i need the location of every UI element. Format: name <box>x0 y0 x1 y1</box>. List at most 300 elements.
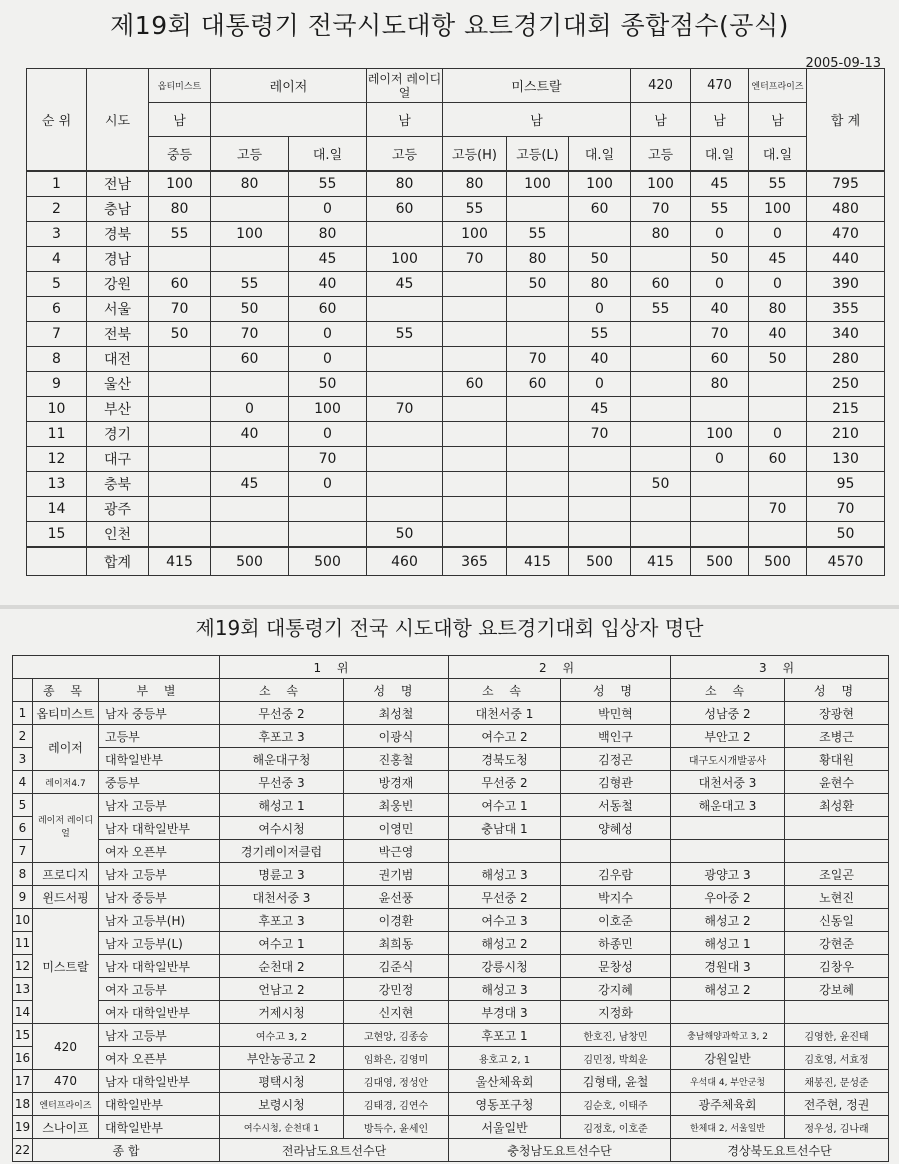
score-cell: 50 <box>149 322 211 347</box>
score-cell <box>443 347 507 372</box>
score-cell <box>631 422 691 447</box>
rank-cell: 13 <box>27 472 87 497</box>
affiliation-cell: 무선중 2 <box>220 702 344 725</box>
division-cell: 남자 대학일반부 <box>99 1070 220 1093</box>
score-table-title: 제19회 대통령기 전국시도대항 요트경기대회 종합점수(공식) <box>110 11 789 40</box>
affiliation-cell: 여수고 3 <box>449 909 561 932</box>
winner-row <box>13 863 889 886</box>
event-cell: 윈드서핑 <box>33 886 99 909</box>
name-cell: 조병근 <box>785 725 889 748</box>
score-cell: 55 <box>631 297 691 322</box>
affiliation-cell: 해성고 1 <box>671 932 785 955</box>
score-cell <box>691 522 749 548</box>
name-cell: 지정화 <box>561 1001 671 1024</box>
row-number: 10 <box>13 909 33 932</box>
score-cell: 0 <box>289 472 367 497</box>
header-division: 고등(H) <box>443 137 507 172</box>
score-cell <box>211 447 289 472</box>
affiliation-cell: 부안고 2 <box>671 725 785 748</box>
affiliation-cell: 성남중 2 <box>671 702 785 725</box>
winners-header-affiliation: 소 속 <box>220 679 344 702</box>
score-cell <box>507 447 569 472</box>
name-cell: 서동철 <box>561 794 671 817</box>
totals-row <box>27 547 885 576</box>
winner-row <box>13 978 889 1001</box>
score-cell: 60 <box>443 372 507 397</box>
division-cell: 대학일반부 <box>99 1116 220 1139</box>
division-cell: 고등부 <box>99 725 220 748</box>
affiliation-cell: 해성고 1 <box>220 794 344 817</box>
name-cell: 박민혁 <box>561 702 671 725</box>
score-cell <box>149 522 211 548</box>
score-cell <box>507 522 569 548</box>
affiliation-cell: 부안농공고 2 <box>220 1047 344 1070</box>
name-cell: 김창우 <box>785 955 889 978</box>
score-cell <box>149 422 211 447</box>
score-row <box>27 297 885 322</box>
score-cell: 60 <box>631 272 691 297</box>
score-cell: 80 <box>149 197 211 222</box>
region-cell: 경남 <box>87 247 149 272</box>
score-cell <box>631 247 691 272</box>
score-cell: 70 <box>749 497 807 522</box>
division-cell: 남자 중등부 <box>99 702 220 725</box>
score-cell: 55 <box>289 171 367 197</box>
score-cell: 80 <box>367 171 443 197</box>
affiliation-cell: 후포고 1 <box>449 1024 561 1047</box>
score-row <box>27 472 885 497</box>
winners-header-place3: 3 위 <box>671 656 889 679</box>
score-cell: 70 <box>367 397 443 422</box>
winner-row <box>13 955 889 978</box>
total-cell: 390 <box>807 272 885 297</box>
score-cell <box>443 522 507 548</box>
score-cell <box>443 447 507 472</box>
total-cell: 50 <box>807 522 885 548</box>
score-cell <box>507 497 569 522</box>
name-cell: 김영한, 윤진태 <box>785 1024 889 1047</box>
winners-header-affiliation: 소 속 <box>671 679 785 702</box>
rank-cell: 15 <box>27 522 87 548</box>
region-cell: 경기 <box>87 422 149 447</box>
score-cell: 100 <box>569 171 631 197</box>
score-cell: 0 <box>749 222 807 247</box>
region-cell: 서울 <box>87 297 149 322</box>
score-cell: 70 <box>211 322 289 347</box>
name-cell: 김순호, 이태주 <box>561 1093 671 1116</box>
name-cell: 문창성 <box>561 955 671 978</box>
row-number: 22 <box>13 1139 33 1162</box>
header-class-mistral: 미스트랄 <box>443 69 631 103</box>
score-cell: 50 <box>289 372 367 397</box>
division-cell: 남자 고등부 <box>99 863 220 886</box>
row-number: 8 <box>13 863 33 886</box>
winner-row <box>13 932 889 955</box>
affiliation-cell: 경북도청 <box>449 748 561 771</box>
name-cell: 양혜성 <box>561 817 671 840</box>
score-row <box>27 497 885 522</box>
affiliation-cell: 평택시청 <box>220 1070 344 1093</box>
name-cell: 이경환 <box>344 909 449 932</box>
name-cell: 김호영, 서효정 <box>785 1047 889 1070</box>
overall-first: 전라남도요트선수단 <box>220 1139 449 1162</box>
rank-cell: 3 <box>27 222 87 247</box>
score-cell: 70 <box>691 322 749 347</box>
score-cell <box>367 297 443 322</box>
score-cell: 60 <box>507 372 569 397</box>
score-cell: 60 <box>367 197 443 222</box>
header-total: 합 계 <box>807 69 885 172</box>
affiliation-cell <box>671 1001 785 1024</box>
name-cell: 김준식 <box>344 955 449 978</box>
header-class-470: 470 <box>691 69 749 103</box>
score-cell: 100 <box>149 171 211 197</box>
name-cell: 강보혜 <box>785 978 889 1001</box>
winner-row <box>13 1070 889 1093</box>
header-division: 고등 <box>631 137 691 172</box>
score-row <box>27 222 885 247</box>
score-cell: 45 <box>367 272 443 297</box>
winners-header-no <box>13 679 33 702</box>
total-cell: 280 <box>807 347 885 372</box>
name-cell: 전주현, 정권 <box>785 1093 889 1116</box>
total-cell: 480 <box>807 197 885 222</box>
score-cell: 55 <box>149 222 211 247</box>
column-total-cell: 460 <box>367 547 443 576</box>
affiliation-cell: 경원대 3 <box>671 955 785 978</box>
division-cell: 남자 중등부 <box>99 886 220 909</box>
name-cell: 김형관 <box>561 771 671 794</box>
affiliation-cell: 대구도시개발공사 <box>671 748 785 771</box>
name-cell: 황대원 <box>785 748 889 771</box>
name-cell <box>561 840 671 863</box>
header-division: 중등 <box>149 137 211 172</box>
score-cell <box>367 472 443 497</box>
overall-second: 충청남도요트선수단 <box>449 1139 671 1162</box>
event-cell: 프로디지 <box>33 863 99 886</box>
affiliation-cell: 충남해양과학고 3, 2 <box>671 1024 785 1047</box>
rank-cell: 9 <box>27 372 87 397</box>
affiliation-cell: 여수시청, 순천대 1 <box>220 1116 344 1139</box>
name-cell: 신지현 <box>344 1001 449 1024</box>
total-cell: 215 <box>807 397 885 422</box>
score-row <box>27 171 885 197</box>
score-cell <box>691 397 749 422</box>
total-cell: 250 <box>807 372 885 397</box>
winners-header-place1: 1 위 <box>220 656 449 679</box>
score-cell <box>507 297 569 322</box>
score-cell <box>367 372 443 397</box>
score-cell: 50 <box>691 247 749 272</box>
rank-cell: 6 <box>27 297 87 322</box>
division-cell: 남자 대학일반부 <box>99 817 220 840</box>
score-cell <box>149 497 211 522</box>
header-region: 시도 <box>87 69 149 172</box>
affiliation-cell: 언남고 2 <box>220 978 344 1001</box>
score-row <box>27 372 885 397</box>
score-cell <box>507 322 569 347</box>
header-division: 고등 <box>367 137 443 172</box>
score-cell <box>443 397 507 422</box>
winners-header-event: 종 목 <box>33 679 99 702</box>
name-cell: 이호준 <box>561 909 671 932</box>
header-gender: 남 <box>443 103 631 137</box>
score-cell <box>631 347 691 372</box>
affiliation-cell: 여수시청 <box>220 817 344 840</box>
score-cell: 55 <box>211 272 289 297</box>
rank-cell: 10 <box>27 397 87 422</box>
header-division: 대.일 <box>749 137 807 172</box>
region-cell: 전남 <box>87 171 149 197</box>
score-cell: 50 <box>211 297 289 322</box>
score-cell <box>631 447 691 472</box>
total-cell: 70 <box>807 497 885 522</box>
score-cell <box>507 197 569 222</box>
rank-cell: 8 <box>27 347 87 372</box>
score-cell <box>211 372 289 397</box>
score-row <box>27 247 885 272</box>
row-number: 15 <box>13 1024 33 1047</box>
name-cell: 강현준 <box>785 932 889 955</box>
name-cell: 윤선풍 <box>344 886 449 909</box>
affiliation-cell: 대천서중 1 <box>449 702 561 725</box>
rank-cell: 5 <box>27 272 87 297</box>
score-cell <box>367 422 443 447</box>
region-cell: 충남 <box>87 197 149 222</box>
score-cell <box>631 322 691 347</box>
name-cell: 최성환 <box>785 794 889 817</box>
total-cell: 130 <box>807 447 885 472</box>
name-cell: 강민정 <box>344 978 449 1001</box>
score-cell: 45 <box>691 171 749 197</box>
name-cell: 방득수, 윤세인 <box>344 1116 449 1139</box>
score-cell <box>367 447 443 472</box>
name-cell: 권기범 <box>344 863 449 886</box>
region-cell: 부산 <box>87 397 149 422</box>
name-cell: 하종민 <box>561 932 671 955</box>
row-number: 6 <box>13 817 33 840</box>
score-cell: 60 <box>289 297 367 322</box>
affiliation-cell: 울산체육회 <box>449 1070 561 1093</box>
score-cell <box>507 397 569 422</box>
header-class-enterprise: 엔터프라이즈 <box>749 69 807 103</box>
affiliation-cell: 해성고 2 <box>671 909 785 932</box>
score-cell <box>149 347 211 372</box>
division-cell: 여자 오픈부 <box>99 1047 220 1070</box>
score-cell <box>749 397 807 422</box>
name-cell: 신동일 <box>785 909 889 932</box>
score-cell <box>507 422 569 447</box>
row-number: 17 <box>13 1070 33 1093</box>
score-cell: 55 <box>443 197 507 222</box>
affiliation-cell: 부경대 3 <box>449 1001 561 1024</box>
score-cell <box>367 347 443 372</box>
score-row <box>27 197 885 222</box>
score-cell <box>569 522 631 548</box>
column-total-cell: 415 <box>507 547 569 576</box>
name-cell <box>785 817 889 840</box>
score-cell: 80 <box>211 171 289 197</box>
affiliation-cell: 후포고 3 <box>220 725 344 748</box>
row-number: 11 <box>13 932 33 955</box>
total-cell: 795 <box>807 171 885 197</box>
score-cell: 70 <box>149 297 211 322</box>
score-cell: 45 <box>211 472 289 497</box>
winners-header-place2: 2 위 <box>449 656 671 679</box>
score-cell: 45 <box>749 247 807 272</box>
name-cell: 김형태, 윤철 <box>561 1070 671 1093</box>
header-gender: 남 <box>367 103 443 137</box>
name-cell: 고현앙, 김종승 <box>344 1024 449 1047</box>
rank-cell: 7 <box>27 322 87 347</box>
name-cell: 노현진 <box>785 886 889 909</box>
score-cell: 60 <box>149 272 211 297</box>
affiliation-cell: 해운대고 3 <box>671 794 785 817</box>
score-cell: 60 <box>749 447 807 472</box>
header-class-laser-radial: 레이저 레이디얼 <box>367 69 443 103</box>
score-cell: 80 <box>569 272 631 297</box>
name-cell: 김민정, 박희운 <box>561 1047 671 1070</box>
affiliation-cell: 해성고 2 <box>449 932 561 955</box>
score-cell: 0 <box>289 422 367 447</box>
score-cell <box>507 472 569 497</box>
score-cell: 40 <box>289 272 367 297</box>
score-cell <box>149 472 211 497</box>
score-cell <box>569 447 631 472</box>
score-cell <box>211 247 289 272</box>
region-cell: 대구 <box>87 447 149 472</box>
score-cell <box>289 497 367 522</box>
affiliation-cell <box>671 840 785 863</box>
affiliation-cell: 광양고 3 <box>671 863 785 886</box>
region-cell: 전북 <box>87 322 149 347</box>
name-cell: 이영민 <box>344 817 449 840</box>
winners-header-blank <box>13 656 220 679</box>
column-total-cell: 415 <box>631 547 691 576</box>
winner-row <box>13 794 889 817</box>
name-cell: 최성철 <box>344 702 449 725</box>
affiliation-cell: 여수고 1 <box>220 932 344 955</box>
name-cell: 김태경, 김연수 <box>344 1093 449 1116</box>
region-cell: 대전 <box>87 347 149 372</box>
total-cell: 440 <box>807 247 885 272</box>
row-number: 7 <box>13 840 33 863</box>
totals-label: 합계 <box>87 547 149 576</box>
header-gender: 남 <box>749 103 807 137</box>
division-cell: 여자 오픈부 <box>99 840 220 863</box>
score-cell: 55 <box>367 322 443 347</box>
affiliation-cell: 서울일반 <box>449 1116 561 1139</box>
division-cell: 여자 대학일반부 <box>99 1001 220 1024</box>
name-cell: 한호진, 남창민 <box>561 1024 671 1047</box>
affiliation-cell <box>449 840 561 863</box>
row-number: 9 <box>13 886 33 909</box>
name-cell: 방경재 <box>344 771 449 794</box>
winner-row <box>13 748 889 771</box>
total-cell: 340 <box>807 322 885 347</box>
division-cell: 남자 고등부(H) <box>99 909 220 932</box>
affiliation-cell: 보령시청 <box>220 1093 344 1116</box>
score-cell <box>211 522 289 548</box>
score-cell: 40 <box>691 297 749 322</box>
winners-header-name: 성 명 <box>561 679 671 702</box>
name-cell: 조일곤 <box>785 863 889 886</box>
column-total-cell: 415 <box>149 547 211 576</box>
score-cell: 40 <box>569 347 631 372</box>
row-number: 18 <box>13 1093 33 1116</box>
name-cell: 강지혜 <box>561 978 671 1001</box>
row-number: 14 <box>13 1001 33 1024</box>
header-division: 고등 <box>211 137 289 172</box>
affiliation-cell: 해운대구청 <box>220 748 344 771</box>
affiliation-cell: 무선중 3 <box>220 771 344 794</box>
score-cell: 100 <box>289 397 367 422</box>
affiliation-cell: 경기레이저클럽 <box>220 840 344 863</box>
name-cell: 정우성, 김나래 <box>785 1116 889 1139</box>
score-cell <box>367 222 443 247</box>
region-cell: 충북 <box>87 472 149 497</box>
score-cell: 0 <box>289 347 367 372</box>
region-cell: 광주 <box>87 497 149 522</box>
score-cell: 80 <box>631 222 691 247</box>
page-divider <box>0 605 899 609</box>
score-cell: 55 <box>507 222 569 247</box>
score-cell: 55 <box>749 171 807 197</box>
score-cell: 100 <box>631 171 691 197</box>
score-row <box>27 447 885 472</box>
division-cell: 대학일반부 <box>99 1093 220 1116</box>
header-class-420: 420 <box>631 69 691 103</box>
header-gender: 남 <box>691 103 749 137</box>
division-cell: 대학일반부 <box>99 748 220 771</box>
score-cell: 80 <box>691 372 749 397</box>
header-rank: 순 위 <box>27 69 87 172</box>
score-row <box>27 522 885 548</box>
winner-row <box>13 771 889 794</box>
document-date: 2005-09-13 <box>805 56 881 71</box>
winner-row <box>13 702 889 725</box>
affiliation-cell: 용호고 2, 1 <box>449 1047 561 1070</box>
score-cell: 50 <box>631 472 691 497</box>
name-cell: 김대영, 정성안 <box>344 1070 449 1093</box>
score-cell <box>367 497 443 522</box>
score-cell: 0 <box>289 322 367 347</box>
header-gender: 남 <box>631 103 691 137</box>
score-cell: 80 <box>289 222 367 247</box>
row-number: 1 <box>13 702 33 725</box>
row-number: 3 <box>13 748 33 771</box>
affiliation-cell: 대천서중 3 <box>671 771 785 794</box>
score-cell: 60 <box>569 197 631 222</box>
score-cell: 0 <box>749 422 807 447</box>
score-cell: 60 <box>691 347 749 372</box>
score-cell <box>149 397 211 422</box>
name-cell: 최희동 <box>344 932 449 955</box>
name-cell: 윤현수 <box>785 771 889 794</box>
score-cell: 45 <box>569 397 631 422</box>
score-cell <box>749 472 807 497</box>
score-cell: 70 <box>507 347 569 372</box>
rank-cell: 12 <box>27 447 87 472</box>
row-number: 13 <box>13 978 33 1001</box>
affiliation-cell: 무선중 2 <box>449 886 561 909</box>
name-cell <box>785 840 889 863</box>
score-cell <box>149 447 211 472</box>
name-cell: 박근영 <box>344 840 449 863</box>
winner-row <box>13 1116 889 1139</box>
division-cell: 남자 고등부(L) <box>99 932 220 955</box>
winner-row <box>13 1001 889 1024</box>
